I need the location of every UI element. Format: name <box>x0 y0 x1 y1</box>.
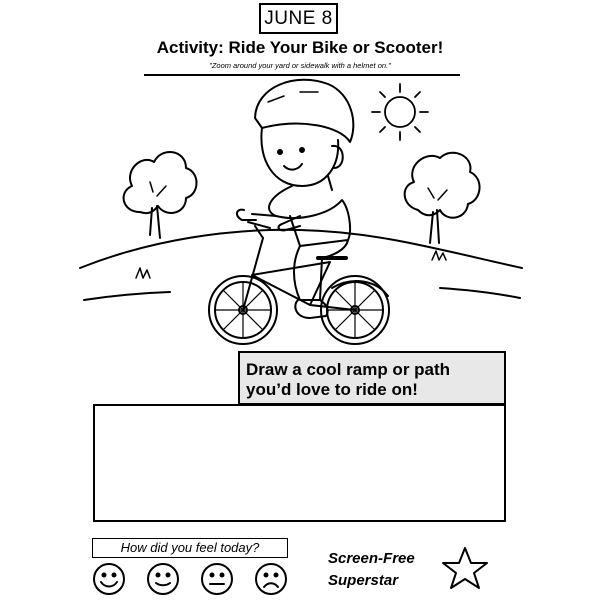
sun-icon <box>372 84 428 140</box>
feelings-question: How did you feel today? <box>92 538 288 558</box>
drawing-area[interactable] <box>93 404 506 522</box>
grass-tuft <box>136 251 446 278</box>
happy-face[interactable] <box>94 564 124 594</box>
badge-line-2: Superstar <box>328 572 399 589</box>
drawing-prompt-line-1: Draw a cool ramp or path <box>246 360 451 379</box>
activity-title: Activity: Ride Your Bike or Scooter! <box>156 38 444 57</box>
drawing-prompt-line-2: you’d love to ride on! <box>246 380 418 399</box>
activity-subtitle: "Zoom around your yard or sidewalk with a helmet on." <box>209 61 391 70</box>
neutral-face[interactable] <box>202 564 232 594</box>
star-icon <box>440 545 490 591</box>
badge-text <box>328 548 415 592</box>
tree-right <box>405 153 480 243</box>
date-label: JUNE 8 <box>259 3 338 34</box>
tree-left <box>124 152 197 238</box>
feelings-faces <box>88 562 294 596</box>
drawing-prompt <box>238 351 506 405</box>
smile-face[interactable] <box>148 564 178 594</box>
sad-face[interactable] <box>256 564 286 594</box>
badge-line-1: Screen-Free <box>328 550 415 567</box>
hill <box>80 230 522 300</box>
